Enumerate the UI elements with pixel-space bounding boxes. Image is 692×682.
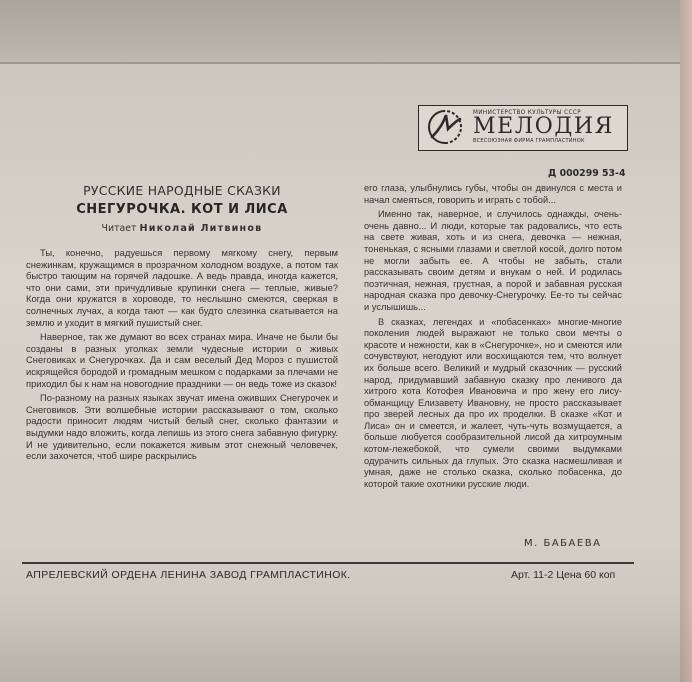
ministry-text: МИНИСТЕРСТВО КУЛЬТУРЫ СССР	[473, 109, 582, 116]
footer-rule	[22, 562, 634, 564]
price-text: Арт. 11-2 Цена 60 коп	[511, 569, 616, 581]
right-paragraph: Именно так, наверное, и случилось однажды, очень-очень давно... И люди, которые так радовались, что есть на свете живая, хоть и из снега, девочка — нежная, тоненькая, с ясными глазами и светлой косой, долго потом не могли забыть ее. А чтобы не забыть, стали рассказывать своим детям и внукам о ней. И родилась поэтичная, нежная, грустная, а порой и забавная русская народная сказка про девочку-Снегурочку. Ее-то ты сейчас и услышишь...	[364, 209, 622, 312]
melodiya-logo-icon	[423, 108, 467, 146]
brand-name: МЕЛОДИЯ	[473, 114, 615, 139]
left-paragraph: По-разному на разных языках звучат имена оживших Снегурочек и Снеговиков. Эти волшебные истории рассказывают о том, сколько радости приносит людям чистый белый снег, сколько фантазии и выдумки надо вложить, когда лепишь из этого снега забавную фигурку. И не удивительно, если покажется живым этот снежный человечек, если захочется, чтоб шире раскрылись	[26, 392, 338, 462]
left-paragraph: Наверное, так же думают во всех странах мира. Иначе не были бы созданы в разных уголках земли чудесные истории о живых Снеговиках и Снегурочках. Да и сам веселый Дед Мороз с пушистой искрящейся бородой и громадным мешком с подарками за плечами не приходил бы к нам на новогодние праздники — он ведь тоже из сказок!	[26, 331, 338, 389]
author-signature: М. БАБАЕВА	[524, 538, 602, 549]
sleeve-bottom-wear	[0, 600, 692, 682]
company-text: ВСЕСОЮЗНАЯ ФИРМА ГРАМПЛАСТИНОК	[473, 138, 585, 144]
right-paragraph: его глаза, улыбнулись губы, чтобы он двинулся с места и начал смеяться, говорить и играть с тобой...	[364, 183, 622, 205]
right-column	[364, 183, 622, 493]
reader-prefix: Читает	[101, 223, 137, 234]
album-title: СНЕГУРОЧКА. КОТ И ЛИСА	[76, 202, 288, 217]
catalog-number: Д 000299 53-4	[548, 168, 626, 179]
right-paragraph: В сказках, легендах и «побасенках» многие-многие поколения людей выражают не только свои мечты о красоте и нежности, как в «Снегурочке», но и смеются или сочувствуют, негодуют или восхищаются тем, что волнует их больше всего. Великий и мудрый сказочник — русский народ, придумавший забавную сказку про ленивого да хитрого кота Котофея Ивановича и про жену его лису-обманщицу Елизавету Ивановну, не просто рассказывает про зверей лесных да про их проделки. В сказке «Кот и Лиса» он и смеется, и жалеет, чуть-чуть возмущается, а больше любуется сообразительной лисой да хитроумным котом-лежебокой, что сумели своими выдумками одурачить сильных да глупых. Это сказка насмешливая и умная, даже не столько сказка, сколько побасенка, до которой такие охотники русские люди.	[364, 316, 622, 489]
reader-name: Николай Литвинов	[139, 223, 263, 234]
reader-credit	[26, 223, 338, 234]
sleeve-right-edge	[680, 0, 692, 682]
sleeve-fold-line	[0, 62, 692, 64]
left-paragraph: Ты, конечно, радуешься первому мягкому снегу, первым снежинкам, кружащимся в прозрачном холодном воздухе, а потом так быстро тающим на горячей ладошке. А ведь правда, иногда кажется, что они сами, эти причудливые крупинки снега — теплые, живые? Когда они кружатся в хороводе, то неслышно смеются, сверкая в солнечных лучах, а когда тают — как будто слезинка скатывается на землю и уходит в мягкий пушистый снег.	[26, 247, 338, 328]
left-column	[26, 183, 338, 465]
manufacturer-text: АПРЕЛЕВСКИЙ ОРДЕНА ЛЕНИНА ЗАВОД ГРАМПЛАСТИНОК.	[26, 569, 351, 581]
sleeve-top-flap	[0, 0, 692, 62]
series-title: РУССКИЕ НАРОДНЫЕ СКАЗКИ	[83, 183, 281, 198]
